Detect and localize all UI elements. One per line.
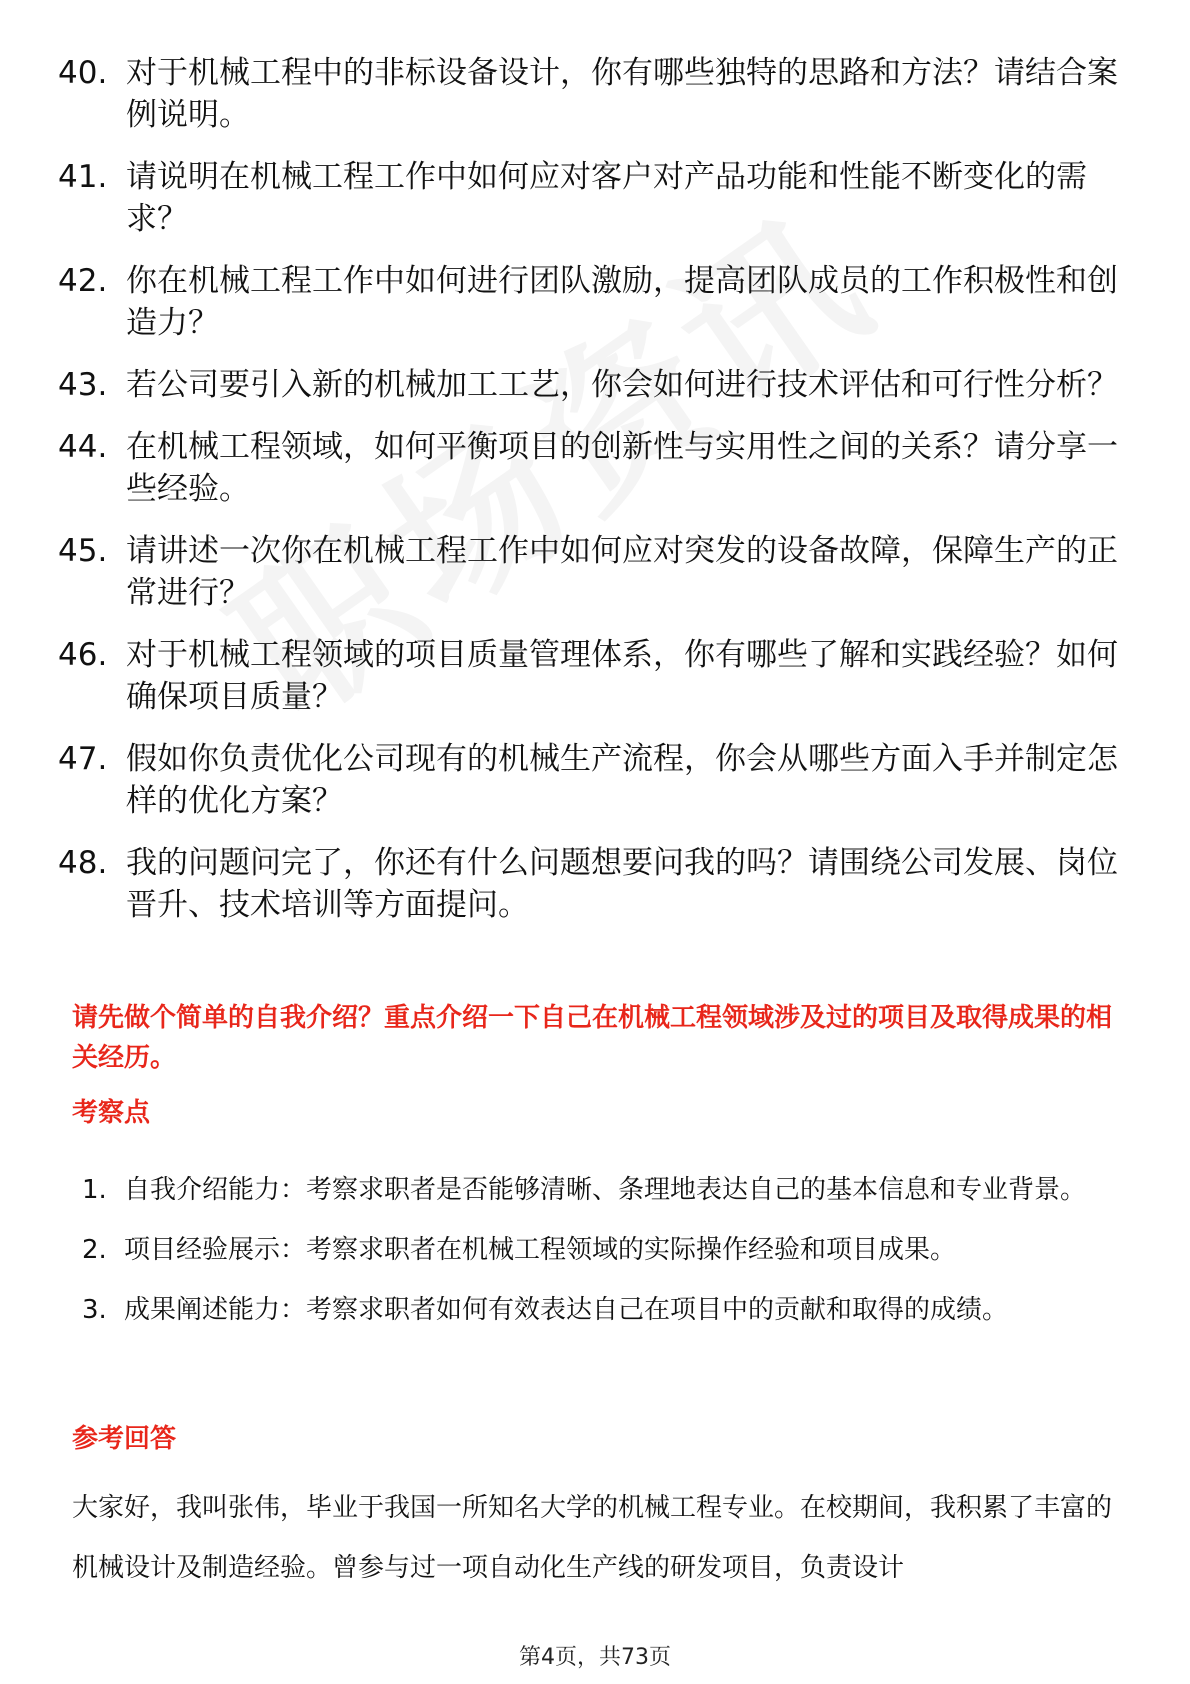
- list-item: [58, 364, 1128, 406]
- kaocha-text: 项目经验展示：考察求职者在机械工程领域的实际操作经验和项目成果。: [124, 1235, 957, 1265]
- question-list: [58, 52, 1128, 946]
- question-number: 43.: [58, 367, 108, 403]
- question-text: 对于机械工程中的非标设备设计，你有哪些独特的思路和方法？请结合案例说明。: [126, 55, 1118, 133]
- question-text: 对于机械工程领域的项目质量管理体系，你有哪些了解和实践经验？如何确保项目质量？: [126, 637, 1118, 715]
- list-item: [58, 426, 1128, 510]
- question-text: 你在机械工程工作中如何进行团队激励，提高团队成员的工作积极性和创造力？: [126, 263, 1118, 341]
- list-item: [82, 1220, 1130, 1280]
- kaocha-number: 3.: [82, 1295, 107, 1325]
- list-item: [58, 842, 1128, 926]
- question-number: 46.: [58, 637, 108, 673]
- kaocha-heading: 考察点: [72, 1098, 151, 1128]
- question-text: 假如你负责优化公司现有的机械生产流程，你会从哪些方面入手并制定怎样的优化方案？: [126, 741, 1118, 819]
- list-item: [58, 530, 1128, 614]
- answer-paragraph: 大家好，我叫张伟，毕业于我国一所知名大学的机械工程专业。在校期间，我积累了丰富的机械设计及制造经验。曾参与过一项自动化生产线的研发项目，负责设计: [72, 1493, 1113, 1583]
- question-number: 44.: [58, 429, 108, 465]
- list-item: [58, 52, 1128, 136]
- question-number: 42.: [58, 263, 108, 299]
- main-question: 请先做个简单的自我介绍？重点介绍一下自己在机械工程领域涉及过的项目及取得成果的相关经历。: [72, 1003, 1113, 1073]
- list-item: [82, 1280, 1130, 1340]
- question-text: 在机械工程领域，如何平衡项目的创新性与实用性之间的关系？请分享一些经验。: [126, 429, 1118, 507]
- list-item: [58, 738, 1128, 822]
- kaocha-number: 2.: [82, 1235, 107, 1265]
- kaocha-text: 成果阐述能力：考察求职者如何有效表达自己在项目中的贡献和取得的成绩。: [124, 1295, 1009, 1325]
- question-number: 45.: [58, 533, 108, 569]
- question-number: 40.: [58, 55, 108, 91]
- question-text: 若公司要引入新的机械加工工艺，你会如何进行技术评估和可行性分析？: [126, 367, 1118, 403]
- list-item: [58, 260, 1128, 344]
- question-text: 我的问题问完了，你还有什么问题想要问我的吗？请围绕公司发展、岗位晋升、技术培训等方面提问。: [126, 845, 1118, 923]
- list-item: [58, 634, 1128, 718]
- kaocha-number: 1.: [82, 1175, 107, 1205]
- kaocha-text: 自我介绍能力：考察求职者是否能够清晰、条理地表达自己的基本信息和专业背景。: [124, 1175, 1087, 1205]
- list-item: [58, 156, 1128, 240]
- question-text: 请说明在机械工程工作中如何应对客户对产品功能和性能不断变化的需求？: [126, 159, 1087, 237]
- question-number: 47.: [58, 741, 108, 777]
- question-number: 48.: [58, 845, 108, 881]
- page-footer: 第4页，共73页: [519, 1645, 671, 1670]
- question-text: 请讲述一次你在机械工程工作中如何应对突发的设备故障，保障生产的正常进行？: [126, 533, 1118, 611]
- answer-heading: 参考回答: [72, 1424, 177, 1454]
- list-item: [82, 1160, 1130, 1220]
- question-number: 41.: [58, 159, 108, 195]
- kaocha-list: [82, 1160, 1130, 1340]
